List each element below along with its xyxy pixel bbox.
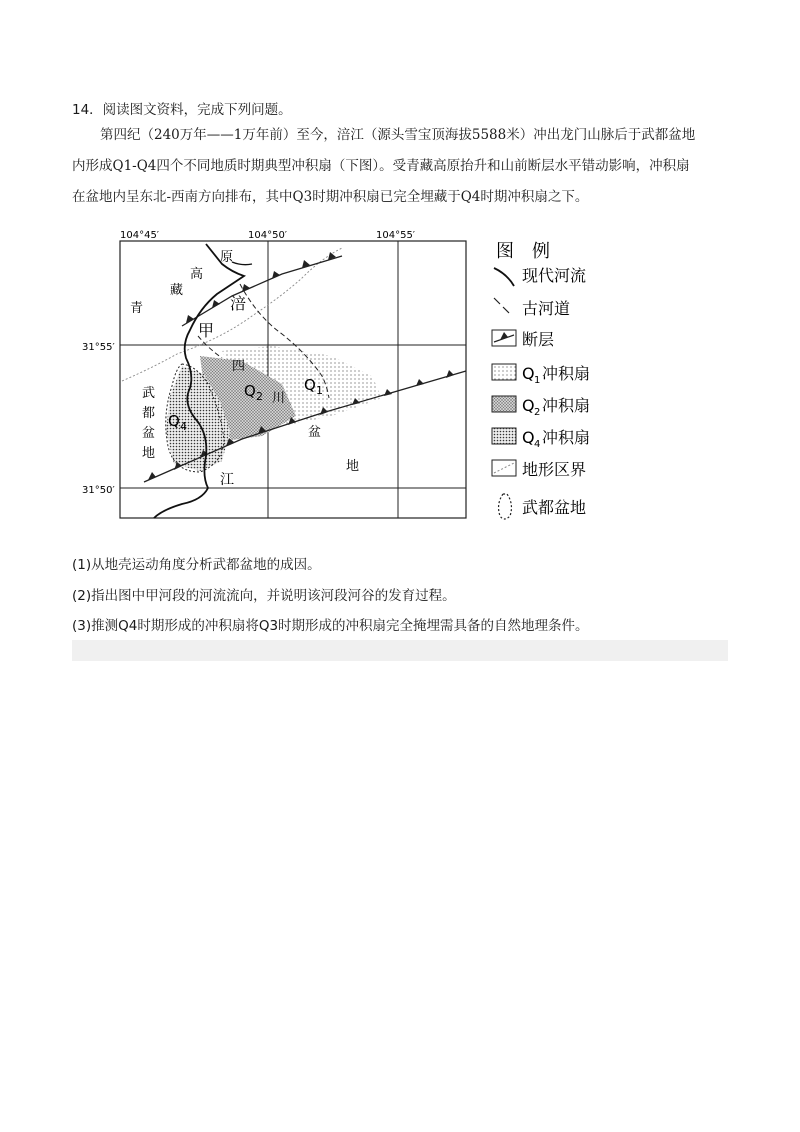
legend-fault: 断层 [522, 330, 555, 349]
label-pen: 盆 [308, 425, 322, 440]
svg-text:4: 4 [534, 439, 541, 450]
label-di2: 地 [142, 446, 156, 461]
paragraph-line-3: 在盆地内呈东北-西南方向排布，其中Q3时期冲积扇已完全埋藏于Q4时期冲积扇之下。 [72, 189, 589, 205]
legend-q2-fan: 冲积扇 [542, 396, 591, 415]
question-title: 14．阅读图文资料，完成下列问题。 [72, 102, 292, 118]
label-yuan: 原 [220, 250, 234, 265]
label-q1: Q [304, 376, 316, 394]
label-qing: 青 [130, 301, 144, 316]
svg-text:1: 1 [534, 375, 541, 386]
answer-area[interactable] [72, 640, 728, 661]
label-gao: 高 [190, 267, 204, 282]
sub-question-3: (3)推测Q4时期形成的冲积扇将Q3时期形成的冲积扇完全掩埋需具备的自然地理条件。 [72, 618, 589, 634]
svg-text:2: 2 [534, 407, 541, 418]
label-q2: Q [244, 382, 256, 400]
fault-north-triangles [186, 252, 336, 323]
legend-ancient-river: 古河道 [522, 299, 571, 318]
paragraph-line-2: 内形成Q1-Q4四个不同地质时期典型冲积扇（下图）。受青藏高原抬升和山前断层水平错动影响，冲积扇 [72, 158, 690, 174]
lat-label-2: 31°50′ [82, 485, 115, 496]
label-wu: 武 [142, 386, 156, 401]
label-fu: 涪 [230, 294, 247, 313]
fault-north [182, 256, 342, 326]
legend-title: 图 例 [496, 241, 550, 262]
lon-label-3: 104°55′ [376, 230, 416, 241]
label-pen2: 盆 [142, 426, 156, 441]
lat-label-1: 31°55′ [82, 342, 115, 353]
label-di: 地 [346, 459, 360, 474]
legend-q1-prefix: Q [522, 364, 535, 383]
legend-q2-prefix: Q [522, 396, 535, 415]
alluvial-fan-map [82, 226, 642, 526]
svg-text:4: 4 [180, 420, 187, 433]
label-du: 都 [142, 406, 156, 421]
sub-question-1: (1)从地壳运动角度分析武都盆地的成因。 [72, 557, 321, 573]
svg-text:1: 1 [316, 384, 323, 397]
legend-modern-river: 现代河流 [522, 266, 587, 285]
label-jiang: 江 [220, 472, 234, 488]
label-q4: Q [168, 412, 180, 430]
label-chuan: 川 [272, 391, 286, 406]
label-jia: 甲 [198, 321, 215, 340]
label-si: 四 [232, 359, 246, 374]
legend-wudu-basin: 武都盆地 [522, 498, 587, 517]
legend-q1-fan: 冲积扇 [542, 364, 591, 383]
question-paragraph [72, 120, 732, 213]
paragraph-line-1: 第四纪（240万年——1万年前）至今，涪江（源头雪宝顶海拔5588米）冲出龙门山脉后于武都盆地 [100, 127, 696, 143]
lon-label-2: 104°50′ [248, 230, 288, 241]
legend-q4-prefix: Q [522, 428, 535, 447]
map-legend [492, 241, 590, 519]
lon-label-1: 104°45′ [120, 230, 160, 241]
label-zang: 藏 [170, 283, 184, 298]
sub-question-2: (2)指出图中甲河段的河流流向，并说明该河段河谷的发育过程。 [72, 588, 456, 604]
svg-text:2: 2 [256, 390, 263, 403]
legend-q4-fan: 冲积扇 [542, 428, 591, 447]
legend-terrain-boundary: 地形区界 [522, 460, 587, 479]
